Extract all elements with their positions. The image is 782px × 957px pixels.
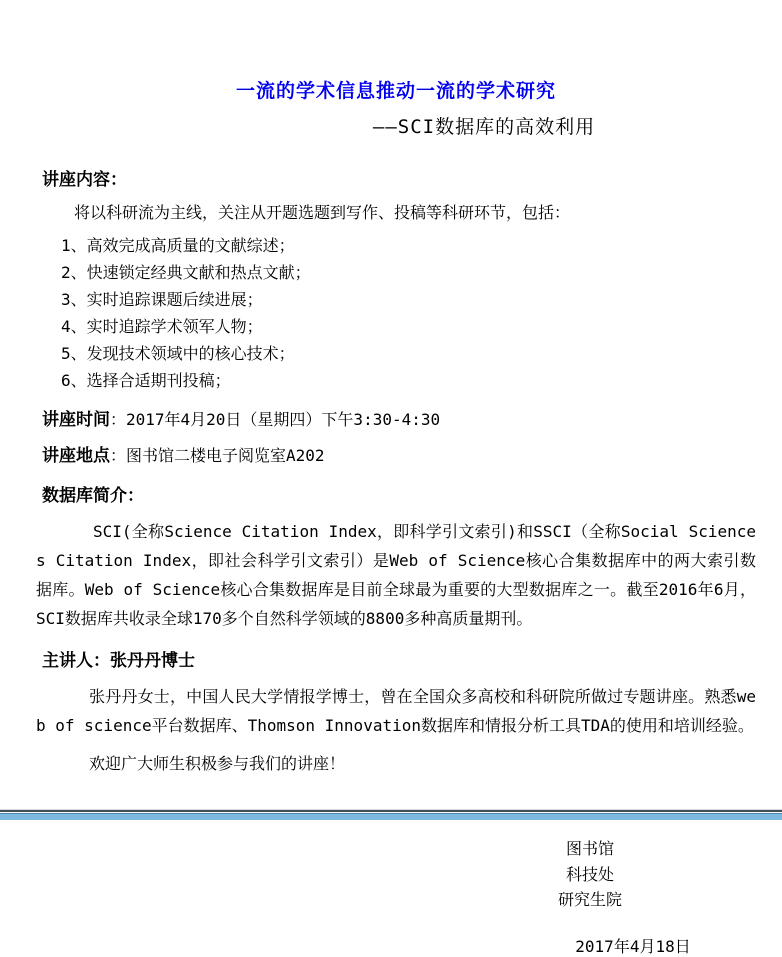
signature-org: 科技处 bbox=[565, 864, 614, 884]
list-item: 3、实时追踪课题后续进展； bbox=[61, 290, 263, 309]
lecture-time-value: ：2017年4月20日（星期四）下午3:30-4:30 bbox=[110, 410, 441, 429]
document-subtitle: ——SCI数据库的高效利用 bbox=[372, 116, 596, 138]
lecture-time-label: 讲座时间 bbox=[42, 410, 110, 430]
lecture-place-value: ：图书馆二楼电子阅览室A202 bbox=[110, 446, 325, 465]
database-intro-paragraph: SCI(全称Science Citation Index，即科学引文索引)和SSCI（全称Social Sciences Citation Index，即社会科学引文索引）是Web of Science核心合集数据库中的两大索引数据库。Web of Science核心合集数据库是目前全球最为重要的大型数据库之一。截至2016年6月，SCI数据库共收录全球170多个自然科学领域的8800多种高质量期刊。 bbox=[36, 522, 756, 628]
signature-org: 研究生院 bbox=[557, 890, 622, 909]
section-heading-database: 数据库简介： bbox=[42, 486, 144, 506]
lecture-time-row bbox=[42, 410, 756, 430]
list-item: 1、高效完成高质量的文献综述； bbox=[61, 236, 295, 255]
list-item: 4、实时追踪学术领军人物； bbox=[61, 317, 263, 336]
lecture-place-row bbox=[42, 446, 756, 466]
list-item: 2、快速锁定经典文献和热点文献； bbox=[61, 263, 311, 282]
welcome-line: 欢迎广大师生积极参与我们的讲座！ bbox=[89, 754, 346, 773]
section-heading-speaker: 主讲人：张丹丹博士 bbox=[42, 651, 195, 671]
section-heading-content: 讲座内容： bbox=[42, 170, 127, 190]
signature-block bbox=[490, 836, 690, 913]
content-item-list bbox=[36, 232, 756, 394]
bottom-edge-stripe bbox=[0, 814, 782, 820]
window-bottom-edge bbox=[0, 809, 782, 820]
list-item: 5、发现技术领域中的核心技术； bbox=[61, 344, 295, 363]
lecture-place-label: 讲座地点 bbox=[42, 446, 110, 466]
speaker-bio-paragraph: 张丹丹女士，中国人民大学情报学博士，曾在全国众多高校和科研院所做过专题讲座。熟悉web of science平台数据库、Thomson Innovation数据库和情报分析工具TDA的使用和培训经验。 bbox=[36, 687, 756, 735]
signature-org: 图书馆 bbox=[565, 839, 614, 858]
content-intro-paragraph: 将以科研流为主线，关注从开题选题到写作、投稿等科研环节，包括： bbox=[74, 203, 571, 222]
list-item: 6、选择合适期刊投稿； bbox=[61, 371, 231, 390]
document-title: 一流的学术信息推动一流的学术研究 bbox=[235, 80, 556, 102]
signature-date: 2017年4月18日 bbox=[575, 936, 691, 956]
